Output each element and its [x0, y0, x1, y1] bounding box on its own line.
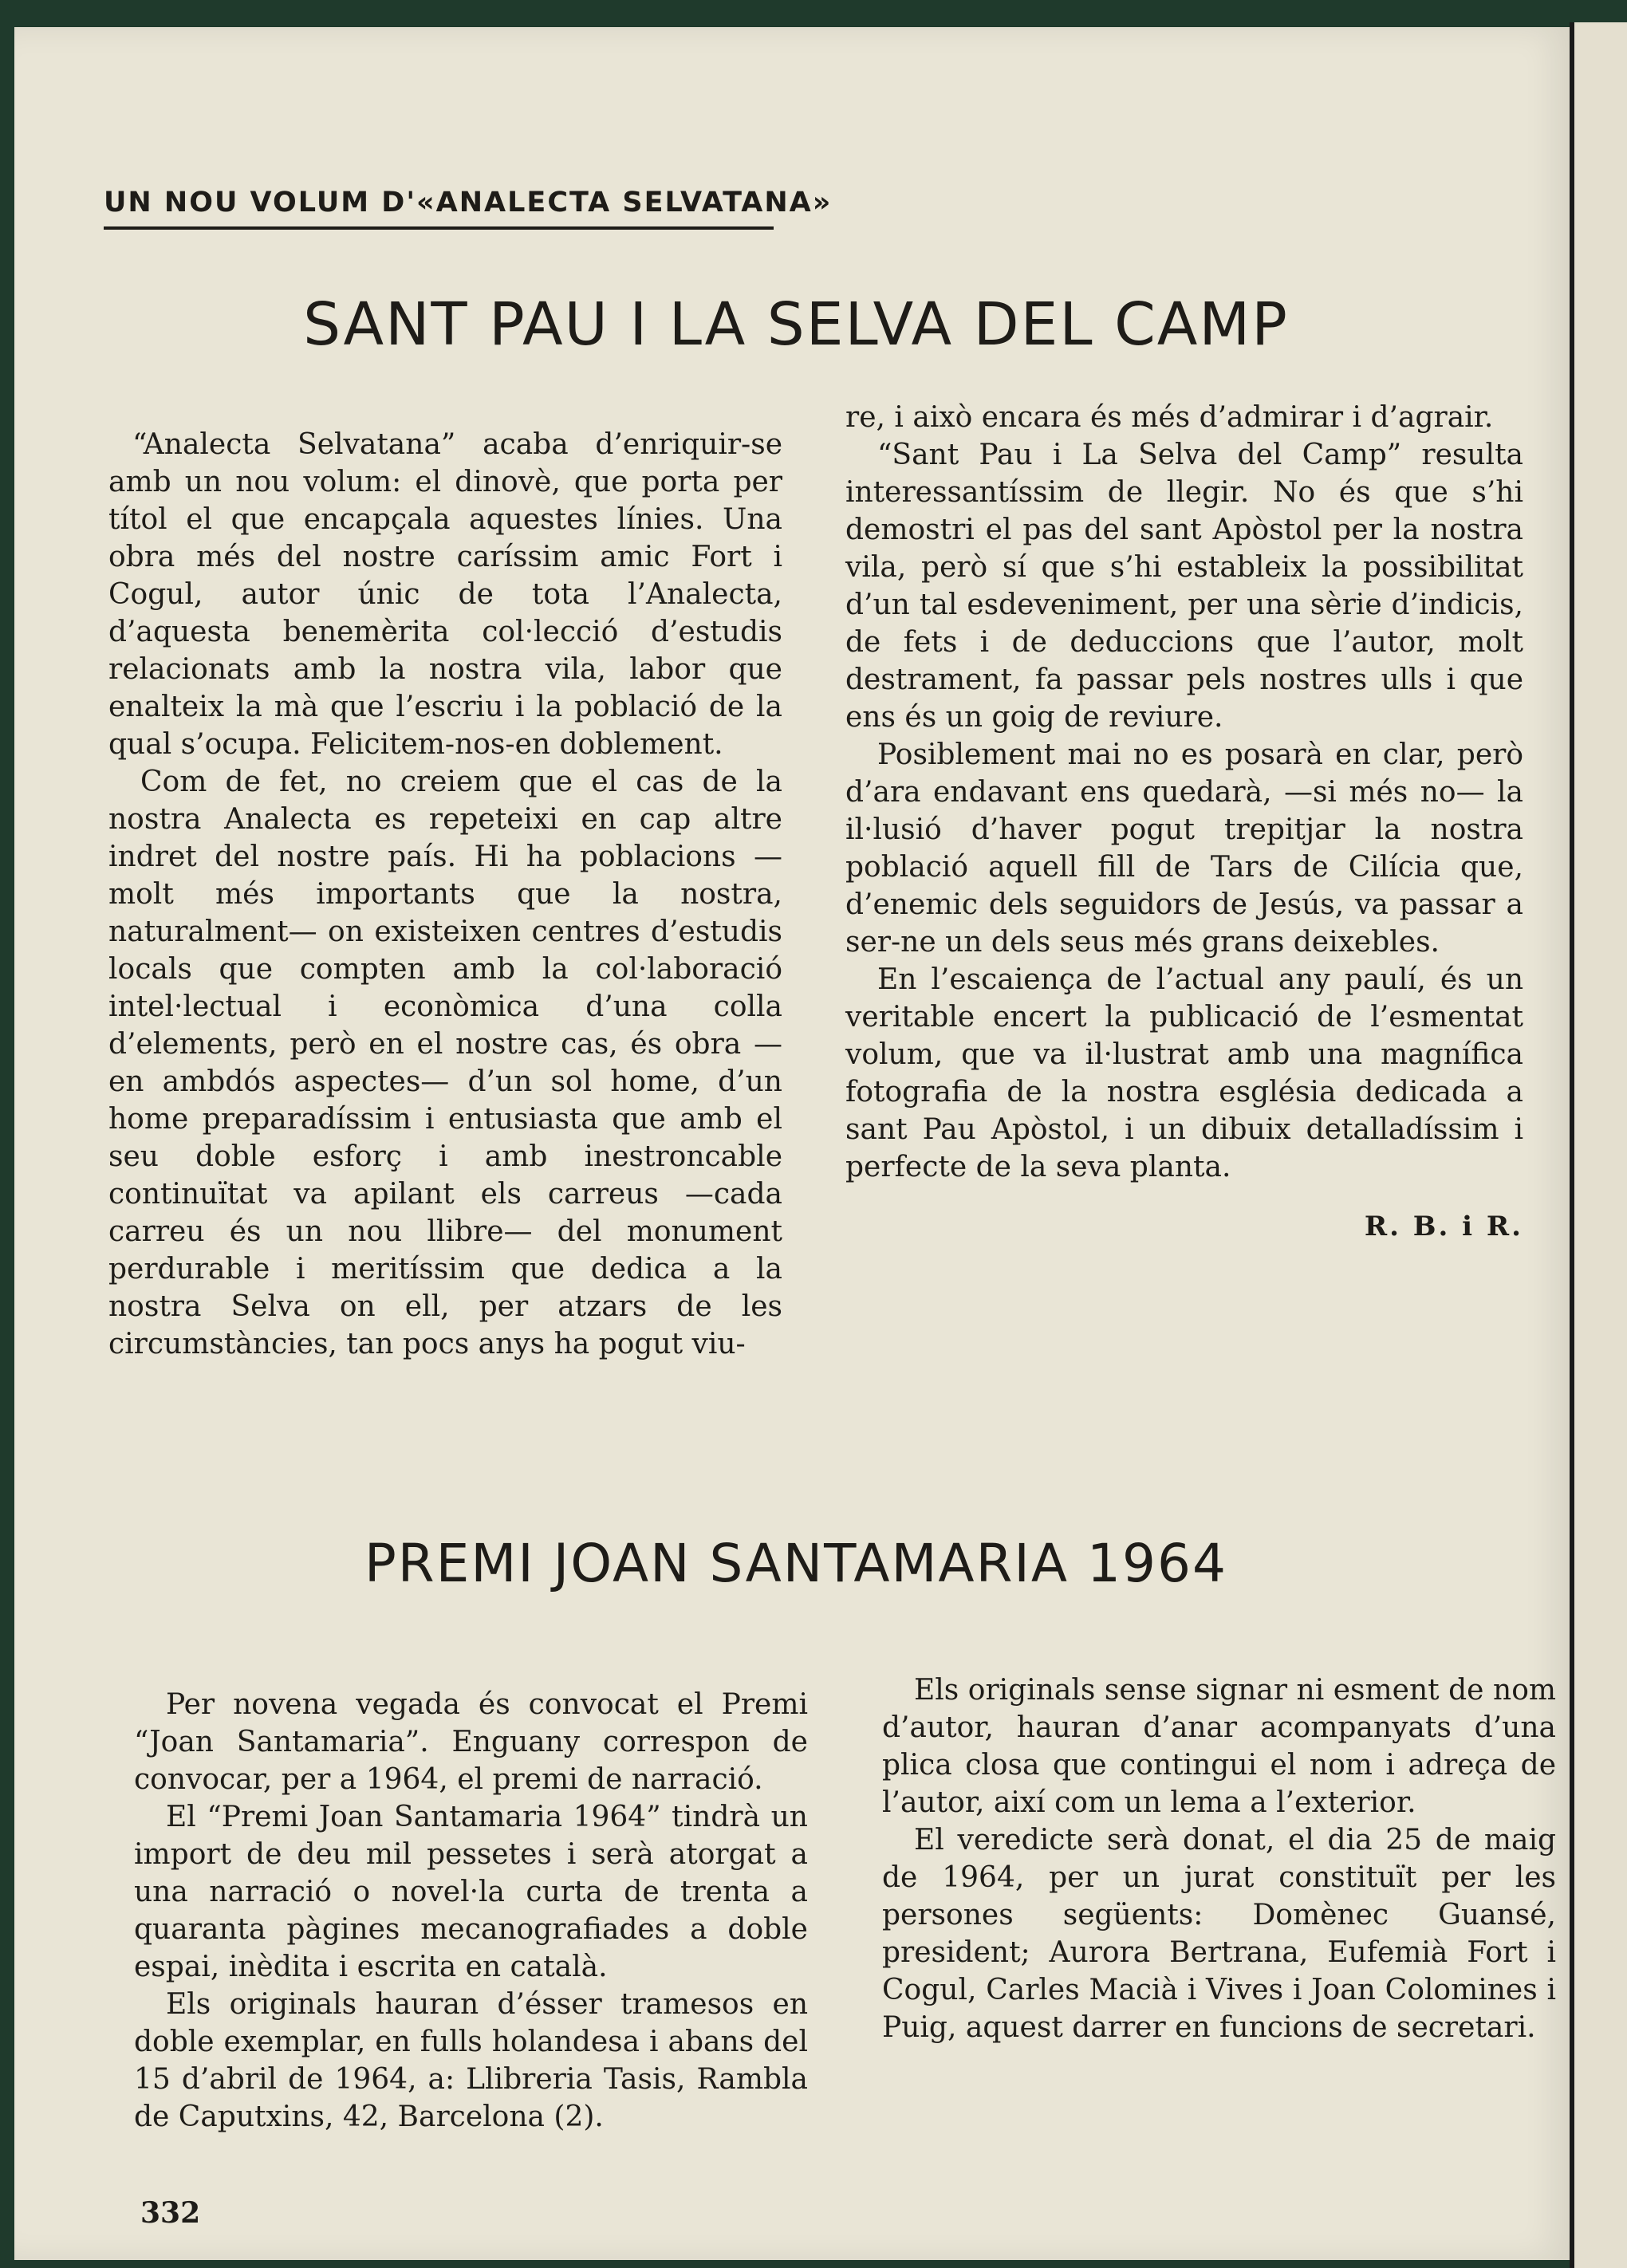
paragraph: re, i això encara és més d’admirar i d’agrair. — [845, 401, 1494, 434]
adjacent-page-edge — [1570, 22, 1627, 2268]
article-column-left — [108, 426, 782, 1363]
paragraph: Per novena vegada és convocat el Premi “Joan Santamaria”. Enguany correspon de convocar, per a 1964, el premi de narració. — [134, 1688, 808, 1796]
paragraph: Com de fet, no creiem que el cas de la nostra Analecta es repeteixi en cap altre indret del nostre país. Hi ha poblacions —molt més importants que la nostra, naturalment— on existeixen centres d’estudis locals que compten amb la col·laboració intel·lectual i econòmica d’una colla d’elements, però en el nostre cas, és obra —en ambdós aspectes— d’un sol home, d’un home preparadíssim i entusiasta que amb el seu doble esforç i amb inestroncable continuïtat va apilant els carreus —cada carreu és un nou llibre— del monument perdurable i meritíssim que dedica a la nostra Selva on ell, per atzars de les circumstàncies, tan pocs anys ha pogut viu- — [108, 766, 782, 1360]
paragraph: En l’escaiença de l’actual any paulí, és un veritable encert la publicació de l’esmentat volum, que va il·lustrat amb una magnífica fotografia de la nostra església dedicada a sant Pau Apòstol, i un dibuix detalladíssim i perfecte de la seva planta. — [845, 963, 1523, 1183]
paragraph: “Sant Pau i La Selva del Camp” resulta interessantíssim de llegir. No és que s’hi demostri el pas del sant Apòstol per la nostra vila, però sí que s’hi estableix la possibilitat d’un tal esdeveniment, per una sèrie d’indicis, de fets i de deduccions que l’autor, molt destrament, fa passar pels nostres ulls i que ens és un goig de reviure. — [845, 439, 1523, 734]
article-title: PREMI JOAN SANTAMARIA 1964 — [364, 1533, 1227, 1594]
article-column-left — [134, 1686, 808, 2136]
article-title: SANT PAU I LA SELVA DEL CAMP — [303, 290, 1289, 359]
magazine-page — [14, 27, 1578, 2260]
paragraph: Els originals sense signar ni esment de nom d’autor, hauran d’anar acompanyats d’una plica closa que contingui el nom i adreça de l’autor, així com un lema a l’exterior. — [882, 1674, 1556, 1819]
paragraph: “Analecta Selvatana” acaba d’enriquir-se amb un nou volum: el dinovè, que porta per títol el que encapçala aquestes línies. Una obra més del nostre caríssim amic Fort i Cogul, autor únic de tota l’Analecta, d’aquesta benemèrita col·lecció d’estudis relacionats amb la nostra vila, labor que enalteix la mà que l’escriu i la població de la qual s’ocupa. Felicitem-nos-en doblement. — [108, 428, 782, 761]
paragraph: Els originals hauran d’ésser tramesos en doble exemplar, en fulls holandesa i abans del 15 d’abril de 1964, a: Llibreria Tasis, Rambla de Caputxins, 42, Barcelona (2). — [134, 1988, 808, 2133]
page-number: 332 — [140, 2196, 201, 2230]
article-column-right — [845, 399, 1523, 1246]
paragraph: Posiblement mai no es posarà en clar, però d’ara endavant ens quedarà, —si més no— la il·lusió d’haver pogut trepitjar la nostra població aquell fill de Tars de Cilícia que, d’enemic dels seguidors de Jesús, va passar a ser-ne un dels seus més grans deixebles. — [845, 738, 1523, 959]
article-column-right — [882, 1671, 1556, 2046]
author-signature: R. B. i R. — [1364, 1211, 1523, 1242]
paragraph: El “Premi Joan Santamaria 1964” tindrà un import de deu mil pessetes i serà atorgat a una narració o novel·la curta de trenta a quaranta pàgines mecanografiades a doble espai, inèdita i escrita en català. — [134, 1801, 808, 1983]
paragraph: El veredicte serà donat, el dia 25 de maig de 1964, per un jurat constituït per les persones següents: Domènec Guansé, president; Aurora Bertrana, Eufemià Fort i Cogul, Carles Macià i Vives i Joan Colomines i Puig, aquest darrer en funcions de secretari. — [882, 1824, 1556, 2044]
section-kicker: UN NOU VOLUM D'«ANALECTA SELVATANA» — [104, 187, 774, 230]
